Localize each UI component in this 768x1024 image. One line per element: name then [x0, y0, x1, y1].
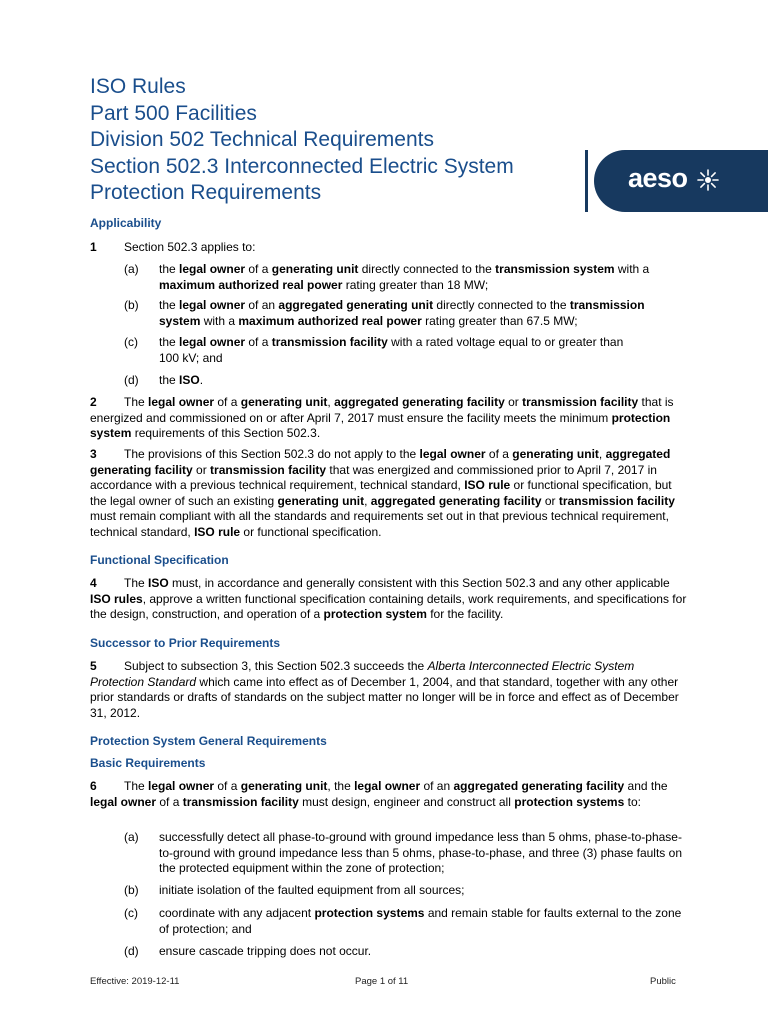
- heading-functional-specification: Functional Specification: [90, 553, 229, 567]
- item-text: ensure cascade tripping does not occur.: [159, 944, 372, 958]
- paragraph-2: [90, 395, 690, 442]
- paragraph-6: [90, 779, 690, 810]
- heading-successor: Successor to Prior Requirements: [90, 636, 281, 650]
- heading-applicability: Applicability: [90, 216, 162, 230]
- paragraph-5: [90, 659, 690, 721]
- heading-basic-requirements: Basic Requirements: [90, 756, 206, 770]
- logo-divider: [585, 150, 588, 212]
- item-label: (a): [124, 830, 139, 844]
- item-text: the legal owner of a transmission facility with a rated voltage equal to or greater than 100 kV; and: [159, 335, 624, 365]
- paragraph-4: [90, 576, 690, 623]
- item-label: (b): [124, 298, 139, 312]
- paragraph-text: The provisions of this Section 502.3 do not apply to the legal owner of a generating unit, aggregated generating facility or transmission facility that was energized and commissioned prior to April 7, 2017 in accordance with a previous technical requirement, technical standard, ISO rule or functional specification, but the legal owner of such an existing generating unit, aggregated generating facility or transmission facility must remain compliant with all the standards and requirements set out in that previous technical requirement, technical standard, ISO rule or functional specification.: [90, 447, 675, 539]
- paragraph-number: 5: [90, 659, 97, 673]
- paragraph-number: 2: [90, 395, 97, 409]
- title-line: Section 502.3 Interconnected Electric System: [90, 154, 514, 178]
- paragraph-text: Subject to subsection 3, this Section 502.3 succeeds the Alberta Interconnected Electric System Protection Standard which came into effect as of December 1, 2004, and that standard, together with any other prior standards or drafts of standards on the subject matter no longer will be in force and effect as of December 31, 2012.: [90, 659, 679, 720]
- list-item: [124, 373, 684, 389]
- item-label: (d): [124, 944, 139, 958]
- list-item: [124, 883, 684, 899]
- title-line: Division 502 Technical Requirements: [90, 128, 434, 151]
- paragraph-text: The ISO must, in accordance and generally consistent with this Section 502.3 and any other applicable ISO rules, approve a written functional specification containing details, work requirements, and specifications for the design, construction, and operation of a protection system for the facility.: [90, 576, 687, 621]
- list-item: [124, 830, 684, 877]
- item-text: the legal owner of a generating unit directly connected to the transmission system with a maximum authorized real power rating greater than 18 MW;: [159, 262, 650, 292]
- item-text: the ISO.: [159, 373, 204, 387]
- list-item: [124, 906, 684, 937]
- title-line: Protection Requirements: [90, 181, 322, 204]
- list-item: [124, 944, 684, 960]
- paragraph-number: 6: [90, 779, 97, 793]
- title-line: Part 500 Facilities: [90, 101, 257, 125]
- item-label: (c): [124, 335, 138, 349]
- item-text: coordinate with any adjacent protection systems and remain stable for faults external to the zone of protection; and: [159, 906, 682, 936]
- footer-classification: Public: [650, 976, 676, 987]
- footer-page-number: Page 1 of 11: [355, 976, 409, 987]
- paragraph-number: 4: [90, 576, 97, 590]
- document-title: [90, 74, 570, 207]
- list-item: [124, 298, 684, 329]
- item-text: successfully detect all phase-to-ground with ground impedance less than 5 ohms, phase-to-phase-to-ground with ground impedance less than 5 ohms, phase-to-phase, and three (3) phase faults on the protected equipment within the zone of protection;: [159, 830, 682, 875]
- paragraph-text: Section 502.3 applies to:: [124, 240, 256, 254]
- paragraph-number: 3: [90, 447, 97, 461]
- item-label: (b): [124, 883, 139, 897]
- paragraph-1: [90, 240, 690, 256]
- paragraph-text: The legal owner of a generating unit, the legal owner of an aggregated generating facility and the legal owner of a transmission facility must design, engineer and construct all protection systems to:: [90, 779, 668, 809]
- item-label: (d): [124, 373, 139, 387]
- sunburst-icon: [696, 168, 720, 192]
- paragraph-number: 1: [90, 240, 97, 254]
- logo-text: aeso: [628, 163, 688, 193]
- item-text: initiate isolation of the faulted equipment from all sources;: [159, 883, 465, 897]
- item-text: the legal owner of an aggregated generating unit directly connected to the transmission system with a maximum authorized real power rating greater than 67.5 MW;: [159, 298, 645, 328]
- paragraph-text: The legal owner of a generating unit, aggregated generating facility or transmission facility that is energized and commissioned on or after April 7, 2017 must ensure the facility meets the minimum protection system requirements of this Section 502.3.: [90, 395, 674, 440]
- heading-protection-general: Protection System General Requirements: [90, 734, 327, 748]
- list-item: [124, 262, 684, 293]
- footer-effective-date: Effective: 2019-12-11: [90, 976, 180, 987]
- title-line: ISO Rules: [90, 75, 186, 98]
- paragraph-3: [90, 447, 690, 540]
- aeso-logo: [594, 150, 768, 212]
- list-item: [124, 335, 684, 366]
- item-label: (c): [124, 906, 138, 920]
- item-label: (a): [124, 262, 139, 276]
